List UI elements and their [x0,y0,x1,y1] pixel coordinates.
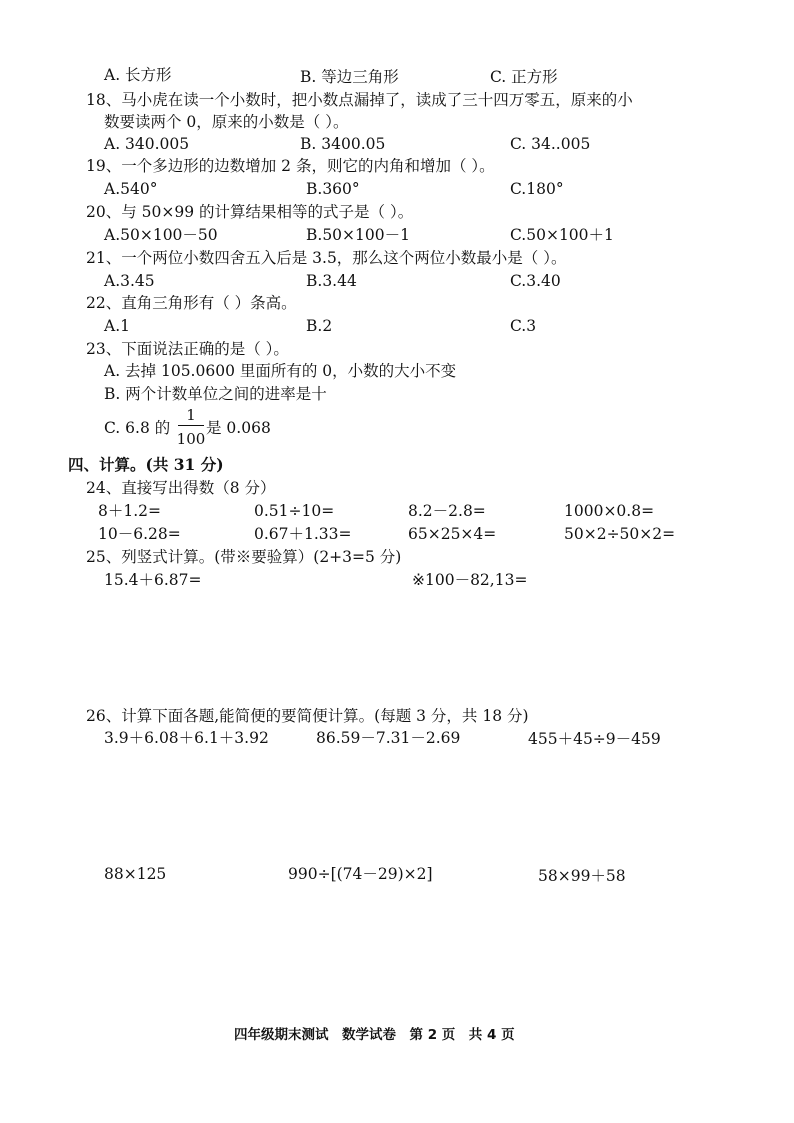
q19-option-b: B.360° [306,180,360,198]
q17-option-c: C. 正方形 [490,68,558,86]
q19-option-c: C.180° [510,180,564,198]
q24-item-3: 8.2－2.8= [408,502,486,520]
q25-title: 25、列竖式计算。(带※要验算）(2+3=5 分) [86,548,402,566]
q24-item-2: 0.51÷10= [254,502,335,520]
q21-option-a: A.3.45 [104,272,155,290]
q26-title: 26、计算下面各题,能简便的要简便计算。(每题 3 分，共 18 分) [86,707,529,725]
q20-option-b: B.50×100－1 [306,226,410,244]
q24-item-5: 10－6.28= [98,525,181,543]
q24-item-4: 1000×0.8= [564,502,655,520]
q21-text: 21、一个两位小数四舍五入后是 3.5，那么这个两位小数最小是（ ）。 [86,249,567,267]
q20-option-a: A.50×100－50 [104,226,218,244]
q20-text: 20、与 50×99 的计算结果相等的式子是（ ）。 [86,203,414,221]
q25-item-2: ※100－82,13= [412,571,528,589]
page-footer: 四年级期末测试 数学试卷 第 2 页 共 4 页 [234,1027,515,1043]
q26-item-2: 86.59－7.31－2.69 [316,729,461,747]
q24-item-6: 0.67＋1.33= [254,525,352,543]
q23-option-c-suffix: 是 0.068 [206,419,271,437]
q18-line2: 数要读两个 0，原来的小数是（ ）。 [104,113,349,131]
q23-text: 23、下面说法正确的是（ ）。 [86,340,289,358]
q25-item-1: 15.4＋6.87= [104,571,202,589]
q19-option-a: A.540° [104,180,158,198]
q17-option-b: B. 等边三角形 [300,68,399,86]
q23-option-c-prefix: C. 6.8 的 [104,419,171,437]
q18-option-b: B. 3400.05 [300,135,386,153]
q21-option-c: C.3.40 [510,272,561,290]
q18-line1: 18、马小虎在读一个小数时，把小数点漏掉了，读成了三十四万零五，原来的小 [86,91,633,109]
q24-item-1: 8＋1.2= [98,502,161,520]
q21-option-b: B.3.44 [306,272,357,290]
q19-text: 19、一个多边形的边数增加 2 条，则它的内角和增加（ ）。 [86,157,495,175]
q26-item-5: 990÷[(74－29)×2] [288,865,433,883]
q22-option-a: A.1 [104,317,130,335]
q26-item-1: 3.9＋6.08＋6.1＋3.92 [104,729,269,747]
q20-option-c: C.50×100＋1 [510,226,614,244]
q26-item-4: 88×125 [104,865,167,883]
section-4-title: 四、计算。(共 31 分) [68,455,224,474]
q26-item-3: 455＋45÷9－459 [528,730,661,748]
q18-option-a: A. 340.005 [104,135,190,153]
q26-item-6: 58×99＋58 [538,867,626,885]
q24-title: 24、直接写出得数（8 分） [86,479,276,497]
q22-option-b: B.2 [306,317,333,335]
q23-fraction-numerator: 1 [186,406,196,424]
q23-fraction-denominator: 100 [176,430,206,448]
q22-option-c: C.3 [510,317,537,335]
q22-text: 22、直角三角形有（ ）条高。 [86,294,297,312]
fraction-bar [178,425,204,426]
q24-item-7: 65×25×4= [408,525,497,543]
q17-option-a: A. 长方形 [104,66,172,84]
q23-option-a: A. 去掉 105.0600 里面所有的 0，小数的大小不变 [104,362,457,380]
q23-option-b: B. 两个计数单位之间的进率是十 [104,385,327,403]
q18-option-c: C. 34..005 [510,135,591,153]
q24-item-8: 50×2÷50×2= [564,525,676,543]
